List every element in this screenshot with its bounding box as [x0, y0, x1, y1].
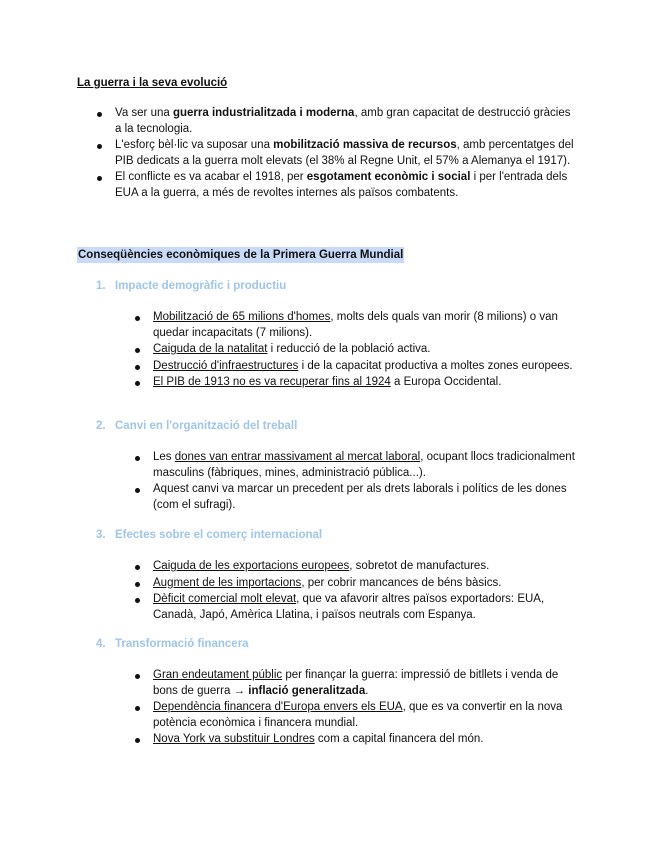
- text-span: L'esforç bèl·lic va suposar una: [115, 139, 274, 152]
- list-item: [153, 359, 578, 375]
- list-item: [153, 700, 578, 731]
- section-list-4: [153, 668, 578, 749]
- text-span: 2.: [96, 420, 106, 432]
- text-span: i per l'entrada dels EUA a la guerra, a més de revoltes internes als països combatents.: [115, 171, 568, 199]
- text-span: , molts dels quals van morir (8 milions) o van quedar incapacitats (7 milions).: [153, 311, 558, 339]
- list-item: [153, 668, 578, 699]
- list-item: [153, 592, 578, 623]
- text-span: 4.: [96, 638, 106, 650]
- text-span: Canvi en l'organització del treball: [115, 420, 298, 432]
- text-span: .: [365, 684, 369, 697]
- text-span: Transformació financera: [115, 638, 249, 650]
- text-span: Va ser una: [115, 107, 173, 119]
- text-span: El conflicte es va acabar el 1918, per: [115, 171, 307, 184]
- list-item: [153, 342, 578, 358]
- list-item: [153, 450, 578, 481]
- bold-text: inflació generalitzada: [248, 684, 366, 697]
- heading-evolution: La guerra i la seva evolució: [77, 77, 228, 89]
- intro-list: [115, 106, 575, 203]
- intro-item: [115, 106, 575, 137]
- heading-consequences: Conseqüències econòmiques de la Primera Guerra Mundial: [78, 249, 404, 261]
- section-list-1: [153, 310, 578, 392]
- bold-text: esgotament econòmic i social: [306, 171, 471, 184]
- list-item: [153, 310, 578, 341]
- section-title-4: [96, 637, 249, 653]
- text-span: i reducció de la població activa.: [267, 343, 431, 356]
- text-span: i de la capacitat productiva a moltes zones europees.: [298, 359, 573, 372]
- text-span: , ocupant llocs tradicionalment masculins (fàbriques, mines, administració pública...).: [153, 451, 575, 479]
- text-span: per finançar la guerra: impressió de bitllets i venda de bons de guerra →: [153, 669, 559, 697]
- text-span: , per cobrir mancances de béns bàsics.: [301, 576, 502, 589]
- section-title-3: [96, 528, 322, 544]
- list-item: [153, 375, 578, 391]
- list-item: [153, 482, 578, 513]
- list-item: [153, 559, 578, 575]
- text-span: , que es va convertir en la nova potència econòmica i financera mundial.: [153, 701, 563, 729]
- text-span: Aquest canvi va marcar un precedent per als drets laborals i polítics de les dones (com el sufragi).: [153, 483, 567, 511]
- section-title-1: [96, 279, 286, 295]
- text-span: Efectes sobre el comerç internacional: [115, 529, 323, 541]
- text-span: 1.: [96, 280, 106, 292]
- section-title-2: [96, 419, 297, 435]
- underlined-text: Mobilització de 65 milions d'homes: [153, 311, 331, 323]
- text-span: 3.: [96, 529, 106, 541]
- underlined-text: Dependència financera d'Europa envers els EUA: [153, 701, 403, 714]
- text-span: Les: [153, 451, 175, 463]
- underlined-text: dones van entrar massivament al mercat laboral: [174, 451, 421, 463]
- text-span: , amb gran capacitat de destrucció gràcies a la tecnologia.: [115, 107, 571, 135]
- underlined-text: Augment de les importacions: [153, 576, 302, 589]
- text-span: , amb percentatges del PIB dedicats a la guerra molt elevats (el 38% al Regne Unit, el 57% a Alemanya el 1917).: [115, 139, 574, 167]
- text-span: com a capital financera del món.: [314, 733, 484, 746]
- intro-item: [115, 170, 575, 201]
- underlined-text: Gran endeutament públic: [153, 669, 283, 681]
- text-span: Impacte demogràfic i productiu: [115, 280, 287, 292]
- underlined-text: Caiguda de la natalitat: [153, 343, 268, 356]
- intro-item: [115, 138, 575, 169]
- underlined-text: Destrucció d'infraestructures: [153, 359, 299, 372]
- underlined-text: Caiguda de les exportacions europees: [153, 560, 350, 572]
- text-span: , que va afavorir altres països exportadors: EUA, Canadà, Japó, Amèrica Llatina, i països neutrals com Espanya.: [153, 593, 545, 621]
- list-item: [153, 576, 578, 592]
- text-span: , sobretot de manufactures.: [349, 560, 490, 572]
- underlined-text: Dèficit comercial molt elevat: [153, 593, 297, 606]
- bold-text: mobilització massiva de recursos: [273, 139, 457, 152]
- section-list-3: [153, 559, 578, 624]
- section-list-2: [153, 450, 578, 514]
- bold-text: guerra industrialitzada i moderna: [172, 107, 355, 119]
- text-span: a Europa Occidental.: [390, 376, 502, 389]
- underlined-text: El PIB de 1913 no es va recuperar fins al 1924: [153, 376, 391, 389]
- list-item: [153, 732, 578, 748]
- underlined-text: Nova York va substituir Londres: [153, 733, 315, 746]
